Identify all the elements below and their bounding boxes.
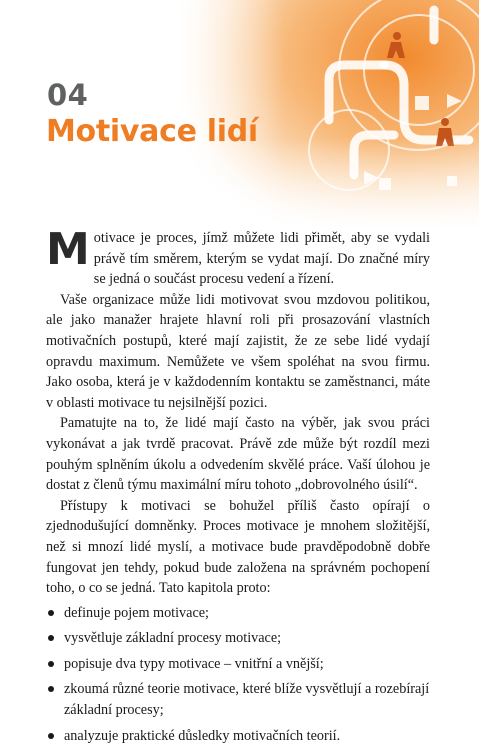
- list-item-text: vysvětluje základní procesy motivace;: [64, 630, 282, 647]
- drop-cap: M: [46, 224, 90, 275]
- chapter-title: Motivace lidí: [46, 114, 258, 149]
- list-item-text: definuje pojem motivace;: [64, 604, 209, 621]
- list-item-text: popisuje dva typy motivace – vnitřní a vnější;: [64, 655, 324, 672]
- bullet-icon: [48, 635, 54, 641]
- paragraph: Pamatujte na to, že lidé mají často na výběr, jak svou práci vykonávat a jak tvrdě pracovat. Právě zde může být rozdíl mezi pouhým splněním úkolu a odvedením skvělé práce. Vaší úlohou je dostat z členů týmu maximální míru tohoto „dobrovolného úsilí“.: [46, 415, 430, 494]
- chapter-number: 04: [47, 78, 89, 112]
- chapter-contents-list: [46, 603, 430, 747]
- list-item: [46, 628, 430, 649]
- list-item-text: zkoumá různé teorie motivace, které blíže vysvětlují a rozebírají základní procesy;: [64, 681, 430, 719]
- bullet-icon: [48, 661, 54, 667]
- chapter-body: [46, 224, 430, 751]
- paragraph: Vaše organizace může lidi motivovat svou mzdovou politikou, ale jako manažer hrajete hlavní roli při prosazování vlastních motivačních postupů, které mají zajistit, že ze sebe lidé vydají opravdu maximum. Nemůžete ve všem spoléhat na svou firmu. Jako osoba, která je v každodenním kontaktu se zaměstnanci, máte v oblasti motivace tu nejsilnější pozici.: [46, 291, 430, 411]
- bullet-icon: [48, 733, 54, 739]
- list-item: [46, 726, 430, 747]
- list-item-text: analyzuje praktické důsledky motivačních teorií.: [64, 727, 341, 744]
- bullet-icon: [48, 610, 54, 616]
- bullet-icon: [48, 686, 54, 692]
- paragraph-text: otivace je proces, jímž můžete lidi přimět, aby se vydali právě tím směrem, kterým se vydat mají. Do značné míry se jedná o součást procesu vedení a řízení.: [93, 230, 430, 288]
- list-item: [46, 654, 430, 675]
- paragraph-intro: [46, 224, 430, 290]
- paragraph: Přístupy k motivaci se bohužel příliš často opírají o zjednodušující domněnky. Proces motivace je mnohem složitější, než si mnozí lidé myslí, a motivace bude pravděpodobně dobře fungovat jen tehdy, pokud bude založena na správném pochopení toho, o co se jedná. Tato kapitola proto:: [46, 497, 430, 597]
- list-item: [46, 679, 430, 720]
- list-item: [46, 603, 430, 624]
